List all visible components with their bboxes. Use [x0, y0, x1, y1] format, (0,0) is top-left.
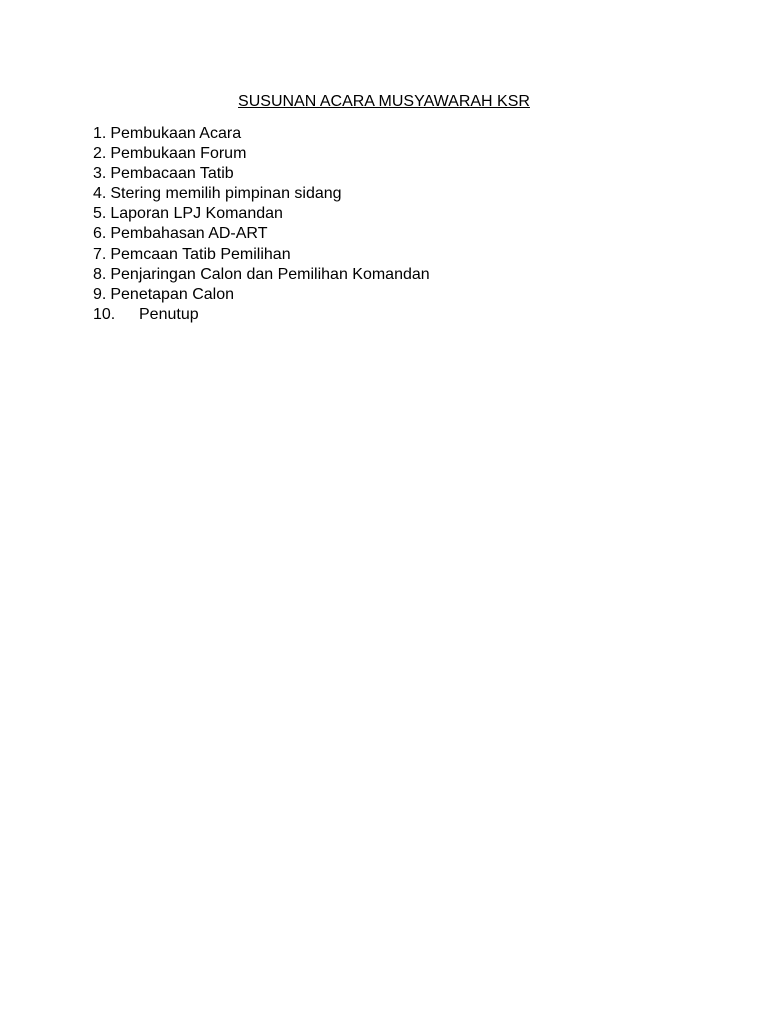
item-number: 1. — [93, 125, 107, 142]
agenda-item-2 — [93, 144, 430, 164]
agenda-item-8 — [93, 265, 430, 285]
document-title: SUSUNAN ACARA MUSYAWARAH KSR — [238, 93, 530, 110]
item-number: 4. — [93, 185, 107, 203]
agenda-item-4 — [93, 184, 430, 204]
item-text: Penjaringan Calon dan Pemilihan Komandan — [110, 265, 430, 283]
item-text: Pembacaan Tatib — [110, 165, 234, 183]
item-number: 7. — [93, 245, 107, 263]
agenda-list — [93, 124, 430, 325]
item-text: Laporan LPJ Komandan — [110, 205, 283, 223]
item-text: Pembukaan Acara — [110, 125, 242, 142]
item-number: 8. — [93, 265, 107, 283]
item-number: 9. — [93, 285, 107, 303]
item-text: Pembukaan Forum — [110, 145, 247, 163]
item-text: Pembahasan AD-ART — [110, 225, 268, 243]
item-number: 10. — [93, 305, 116, 323]
agenda-item-3 — [93, 164, 430, 184]
item-number: 2. — [93, 145, 107, 163]
agenda-item-6 — [93, 224, 430, 244]
item-number: 5. — [93, 205, 107, 223]
item-number: 3. — [93, 165, 107, 183]
agenda-item-1 — [93, 124, 430, 144]
item-text: Pemcaan Tatib Pemilihan — [110, 245, 291, 263]
agenda-item-5 — [93, 204, 430, 224]
agenda-item-10 — [93, 305, 430, 325]
item-text: Penetapan Calon — [110, 285, 234, 303]
agenda-item-9 — [93, 285, 430, 305]
item-text: Stering memilih pimpinan sidang — [110, 185, 342, 203]
item-number: 6. — [93, 225, 107, 243]
agenda-item-7 — [93, 245, 430, 265]
item-text: Penutup — [139, 305, 199, 323]
